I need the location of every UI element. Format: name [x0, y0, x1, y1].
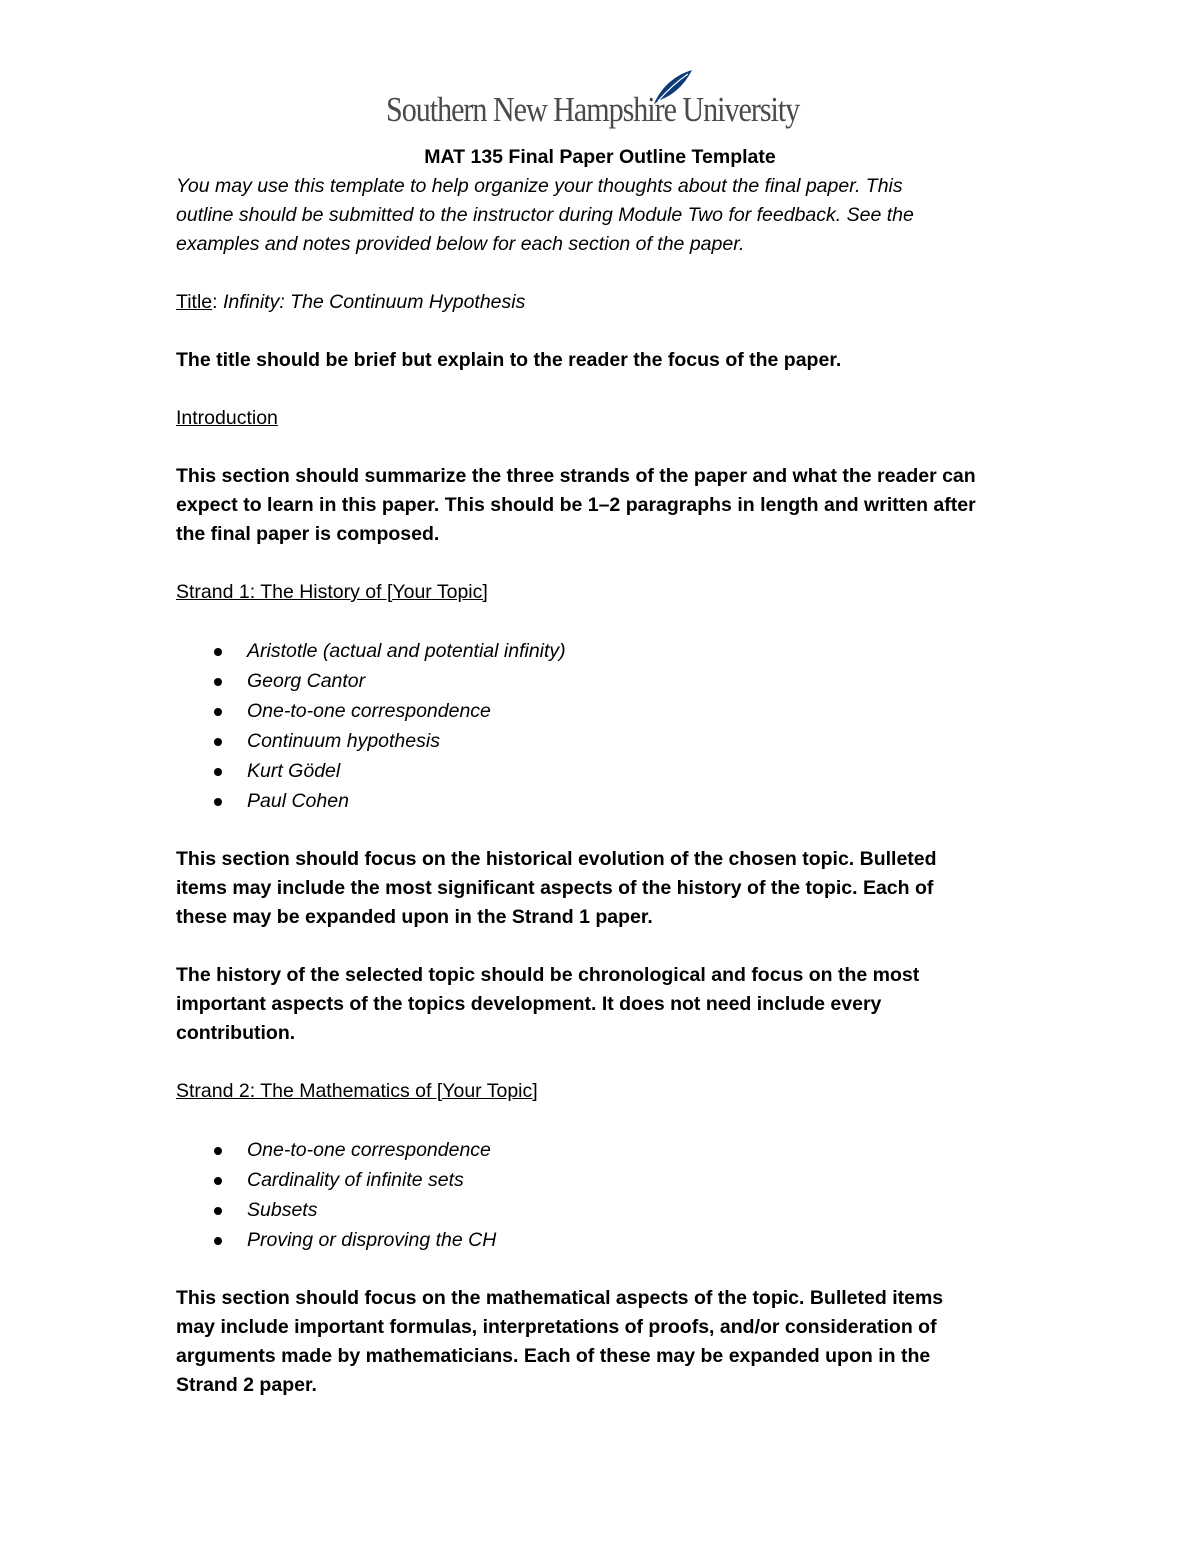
strand1-note2-line-3: contribution. [176, 1022, 296, 1044]
bullet-icon [214, 708, 222, 716]
title-line [176, 288, 1036, 317]
list-item: Proving or disproving the CH [176, 1225, 1036, 1255]
bullet-icon [214, 1237, 222, 1245]
bullet-icon [214, 1177, 222, 1185]
intro-line-1: You may use this template to help organize your thoughts about the final paper. This [176, 175, 903, 197]
title-note: The title should be brief but explain to the reader the focus of the paper. [176, 349, 842, 371]
bullet-icon [214, 678, 222, 686]
strand1-list [176, 636, 1036, 816]
list-item: Aristotle (actual and potential infinity) [176, 636, 1036, 666]
introduction-note-line-1: This section should summarize the three strands of the paper and what the reader can [176, 465, 976, 487]
strand1-note2-line-1: The history of the selected topic should be chronological and focus on the most [176, 964, 920, 986]
list-item: One-to-one correspondence [176, 696, 1036, 726]
strand1-note2-line-2: important aspects of the topics development. It does not need include every [176, 993, 882, 1015]
introduction-note-line-3: the final paper is composed. [176, 523, 440, 545]
introduction-note-line-2: expect to learn in this paper. This should be 1–2 paragraphs in length and written after [176, 494, 976, 516]
bullet-icon [214, 798, 222, 806]
list-item: One-to-one correspondence [176, 1135, 1036, 1165]
strand1-heading: Strand 1: The History of [Your Topic] [176, 581, 488, 603]
list-item: Georg Cantor [176, 666, 1036, 696]
strand2-note-line-1: This section should focus on the mathematical aspects of the topic. Bulleted items [176, 1287, 944, 1309]
list-item: Continuum hypothesis [176, 726, 1036, 756]
title-label: Title [176, 291, 213, 313]
list-item: Cardinality of infinite sets [176, 1165, 1036, 1195]
bullet-icon [214, 768, 222, 776]
title-separator: : [212, 291, 218, 313]
introduction-heading: Introduction [176, 407, 278, 429]
logo-wordmark: Southern New Hampshire University [386, 90, 800, 129]
strand2-note-line-4: Strand 2 paper. [176, 1374, 317, 1396]
strand2-note-line-3: arguments made by mathematicians. Each of these may be expanded upon in the [176, 1345, 931, 1367]
strand2-list [176, 1135, 1036, 1255]
strand2-note-line-2: may include important formulas, interpretations of proofs, and/or consideration of [176, 1316, 937, 1338]
bullet-icon [214, 1207, 222, 1215]
bullet-icon [214, 738, 222, 746]
intro-line-3: examples and notes provided below for each section of the paper. [176, 233, 745, 255]
page-title: MAT 135 Final Paper Outline Template [424, 146, 776, 168]
list-item: Kurt Gödel [176, 756, 1036, 786]
university-logo [386, 68, 816, 136]
strand1-note1-line-2: items may include the most significant aspects of the history of the topic. Each of [176, 877, 934, 899]
strand1-note1-line-1: This section should focus on the historical evolution of the chosen topic. Bulleted [176, 848, 937, 870]
strand2-heading: Strand 2: The Mathematics of [Your Topic] [176, 1080, 538, 1102]
strand1-note1-line-3: these may be expanded upon in the Strand 1 paper. [176, 906, 653, 928]
title-value: Infinity: The Continuum Hypothesis [217, 291, 526, 313]
intro-line-2: outline should be submitted to the instructor during Module Two for feedback. See the [176, 204, 914, 226]
bullet-icon [214, 648, 222, 656]
list-item: Subsets [176, 1195, 1036, 1225]
document-body [176, 143, 1036, 1400]
list-item: Paul Cohen [176, 786, 1036, 816]
bullet-icon [214, 1147, 222, 1155]
